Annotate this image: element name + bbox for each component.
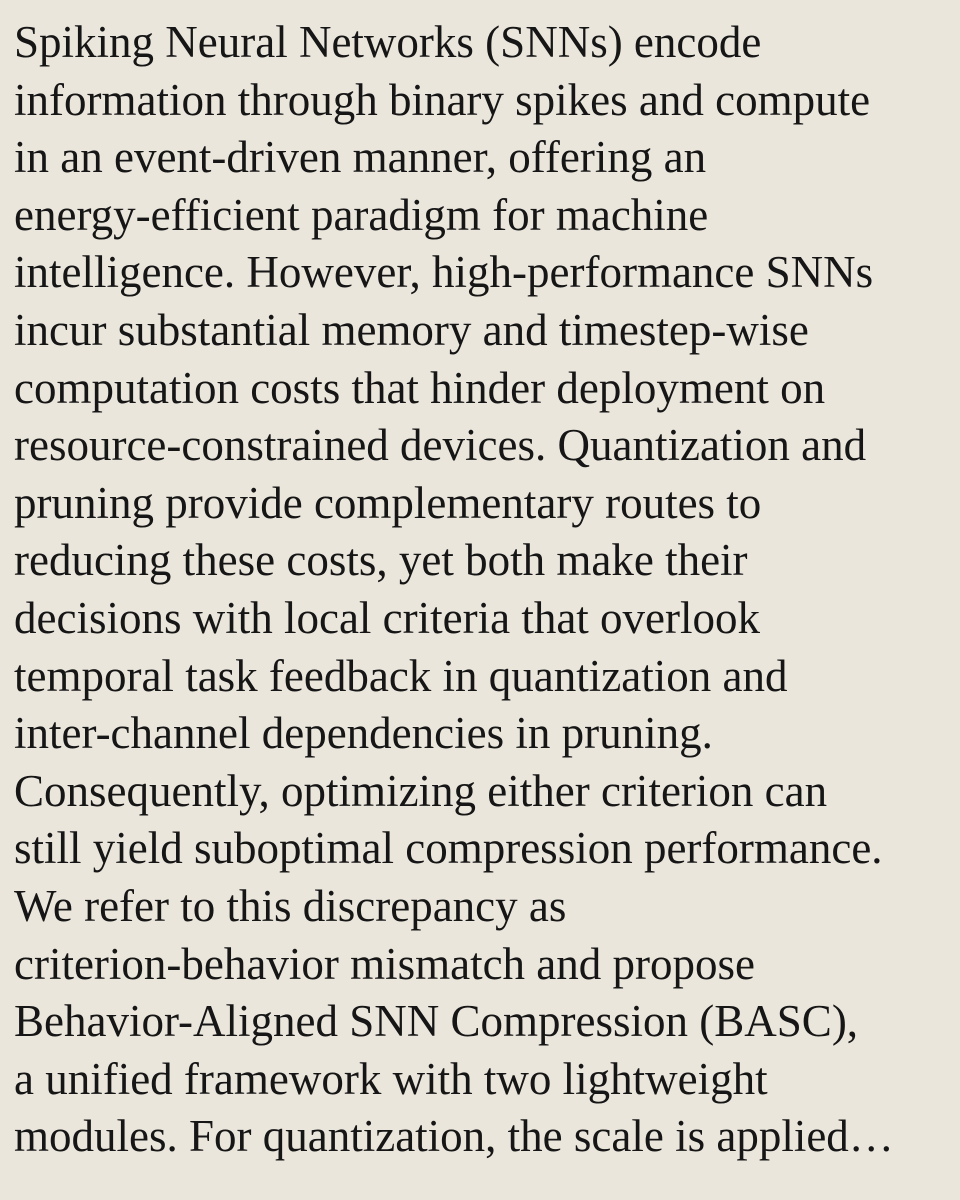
text-line: resource-constrained devices. Quantization and: [14, 420, 867, 471]
text-line: energy-efficient paradigm for machine: [14, 189, 709, 240]
text-line: We refer to this discrepancy as: [14, 880, 567, 931]
text-line: in an event-driven manner, offering an: [14, 132, 707, 183]
text-line: Consequently, optimizing either criterion can: [14, 765, 828, 816]
abstract-paragraph: [14, 14, 958, 1166]
text-line: Behavior-Aligned SNN Compression (BASC),: [14, 996, 859, 1047]
text-line: incur substantial memory and timestep-wise: [14, 304, 809, 355]
text-line: criterion-behavior mismatch and propose: [14, 938, 756, 989]
text-line: a unified framework with two lightweight: [14, 1053, 768, 1104]
text-line: information through binary spikes and compute: [14, 74, 871, 125]
text-line: pruning provide complementary routes to: [14, 477, 762, 528]
text-line: still yield suboptimal compression performance.: [14, 823, 883, 874]
text-line: reducing these costs, yet both make their: [14, 535, 748, 586]
text-line: modules. For quantization, the scale is applied…: [14, 1111, 894, 1162]
text-line: intelligence. However, high-performance SNNs: [14, 247, 874, 298]
text-line: computation costs that hinder deployment on: [14, 362, 826, 413]
text-line: Spiking Neural Networks (SNNs) encode: [14, 17, 762, 67]
text-line: temporal task feedback in quantization and: [14, 650, 788, 701]
text-line: decisions with local criteria that overlook: [14, 592, 761, 643]
text-line: inter-channel dependencies in pruning.: [14, 708, 713, 759]
